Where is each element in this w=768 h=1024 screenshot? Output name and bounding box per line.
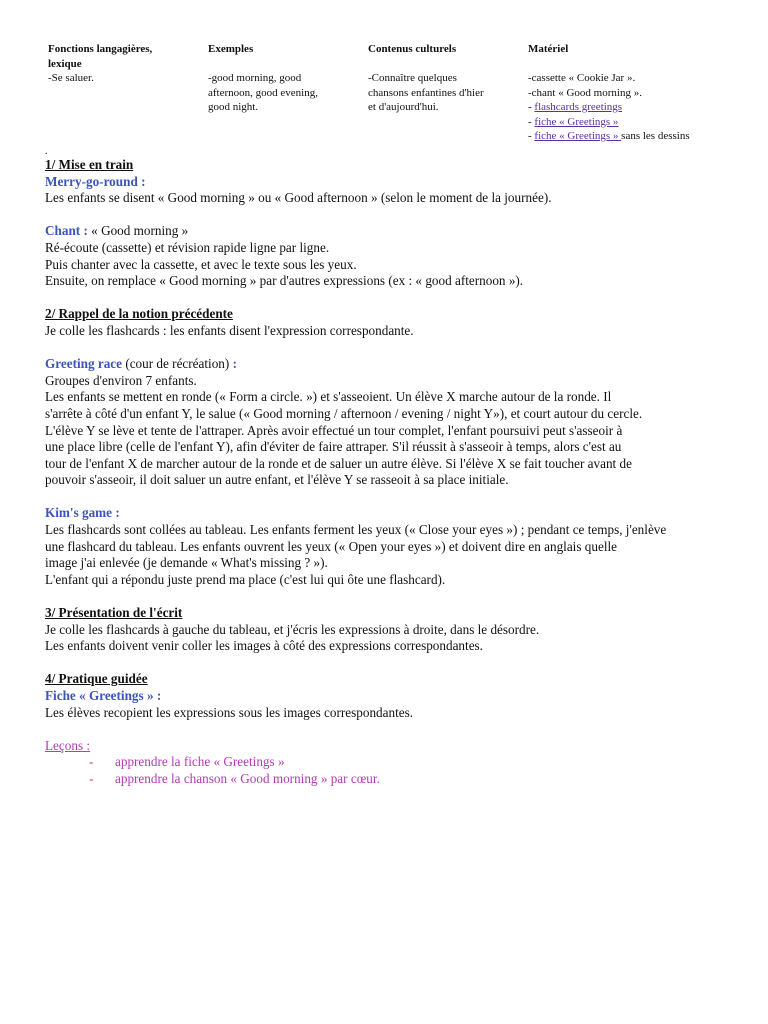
paragraph: Les élèves recopient les expressions sous les images correspondantes. [45, 704, 414, 720]
material-item: - flashcards greetings [528, 101, 623, 113]
col-text: -good morning, good [208, 72, 302, 84]
activity-heading: Chant : « Good morning » [45, 223, 189, 239]
paragraph: Je colle les flashcards à gauche du tableau, et j'écris les expressions à droite, dans le désordre. [45, 621, 540, 637]
activity-title: Merry-go-round : [45, 173, 146, 189]
col-title: lexique [48, 57, 82, 70]
paragraph: Puis chanter avec la cassette, et avec le texte sous les yeux. [45, 256, 357, 272]
paragraph: pouvoir s'asseoir, il doit saluer un autre enfant, et l'élève Y se rasseoit à sa place initiale. [45, 472, 509, 488]
col-title: Fonctions langagières, [48, 43, 153, 55]
paragraph: Groupes d'environ 7 enfants. [45, 372, 197, 388]
section-title: 2/ Rappel de la notion précédente [45, 306, 233, 322]
paragraph: Ré-écoute (cassette) et révision rapide ligne par ligne. [45, 239, 330, 255]
col-text: chansons enfantines d'hier [368, 86, 484, 99]
col-text: good night. [208, 101, 259, 113]
header-col-material [528, 42, 764, 144]
col-title: Matériel [528, 43, 569, 55]
fiche-greetings-nodrawing-link[interactable]: fiche « Greetings » [534, 130, 622, 142]
section-title: 1/ Mise en train [45, 157, 134, 172]
col-text: -Connaître quelques [368, 72, 457, 84]
col-text: -cassette « Cookie Jar ». [528, 72, 636, 84]
paragraph: Les flashcards sont collées au tableau. Les enfants ferment les yeux (« Close your eyes ») ; pendant ce temps, j'enlève [45, 522, 667, 538]
paragraph: tour de l'enfant X de marcher autour de la ronde et de saluer un autre élève. Si l'élève X se fait toucher avant de [45, 455, 632, 471]
material-item: - fiche « Greetings » sans les dessins [528, 130, 690, 142]
header-col-culture [368, 42, 518, 115]
paragraph: L'élève Y se lève et tente de l'attraper. Après avoir effectué un tour complet, l'enfant poursuivi peut s'asseoir à [45, 422, 623, 438]
col-text: -Se saluer. [48, 72, 94, 84]
col-text: afternoon, good evening, [208, 86, 318, 99]
activity-title: Fiche « Greetings » : [45, 688, 162, 703]
col-title: Contenus culturels [368, 43, 457, 55]
paragraph: Les enfants doivent venir coller les images à côté des expressions correspondantes. [45, 638, 483, 654]
lessons-label: Leçons : [45, 737, 91, 753]
stray-dot: . [45, 147, 48, 157]
paragraph: Je colle les flashcards : les enfants disent l'expression correspondante. [45, 322, 414, 338]
paragraph: s'arrête à côté d'un enfant Y, le salue (« Good morning / afternoon / evening / night Y»), et court autour du cercle. [45, 405, 643, 421]
activity-heading: Greeting race (cour de récréation) : [45, 356, 237, 372]
paragraph: une flashcard du tableau. Les enfants ouvrent les yeux (« Open your eyes ») et doivent dire en anglais quelle [45, 538, 617, 554]
paragraph: Ensuite, on remplace « Good morning » par d'autres expressions (ex : « good afternoon »). [45, 273, 524, 289]
col-title: Exemples [208, 43, 254, 55]
paragraph: image j'ai enlevée (je demande « What's missing ? »). [45, 555, 328, 571]
list-item: - apprendre la fiche « Greetings » [89, 754, 285, 770]
material-item: - fiche « Greetings » [528, 115, 619, 128]
lesson-body [45, 147, 768, 788]
header-col-examples [208, 42, 358, 115]
header-col-functions [48, 42, 198, 86]
activity-title: Kim's game : [45, 505, 120, 521]
section-title: 4/ Pratique guidée [45, 671, 148, 687]
fiche-greetings-link[interactable]: fiche « Greetings » [534, 115, 619, 128]
flashcards-greetings-link[interactable]: flashcards greetings [534, 101, 623, 113]
paragraph: une place libre (celle de l'enfant Y), afin d'éviter de faire attraper. S'il réussit à s'asseoir à temps, alors c'est au [45, 439, 622, 455]
paragraph: L'enfant qui a répondu juste prend ma place (c'est lui qui ôte une flashcard). [45, 571, 446, 587]
col-text: et d'aujourd'hui. [368, 101, 439, 113]
list-item: - apprendre la chanson « Good morning » par cœur. [89, 770, 380, 786]
paragraph: Les enfants se mettent en ronde (« Form a circle. ») et s'asseoient. Un élève X marche autour de la ronde. Il [45, 389, 612, 405]
col-text: -chant « Good morning ». [528, 86, 642, 99]
section-title: 3/ Présentation de l'écrit [45, 605, 183, 621]
paragraph: Les enfants se disent « Good morning » ou « Good afternoon » (selon le moment de la journée). [45, 190, 552, 206]
